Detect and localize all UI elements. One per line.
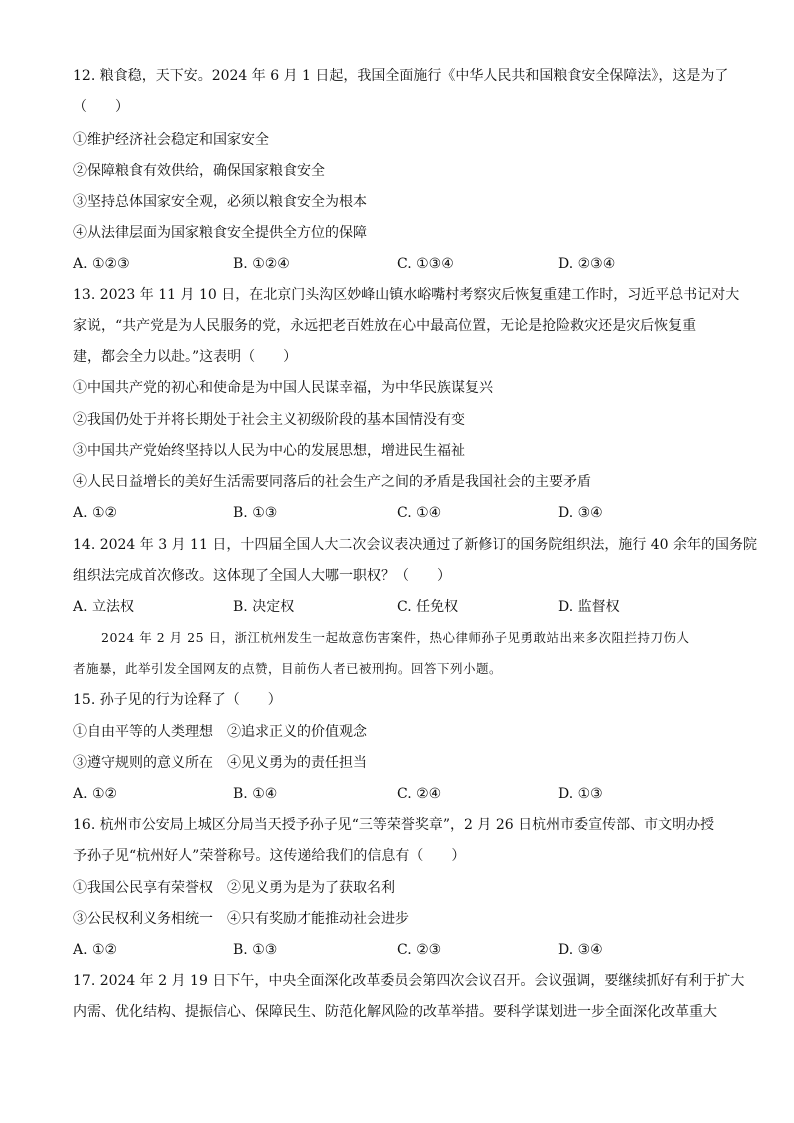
q13-option-a: A. ①②	[73, 505, 118, 521]
q14-option-c: C. 任免权	[397, 599, 459, 615]
q12-option-d: D. ②③④	[558, 256, 616, 272]
q16-option-b: B. ①③	[233, 942, 278, 958]
q12-option-b: B. ①②④	[233, 256, 290, 272]
q13-stem-3: 建，都会全力以赴。”这表明（ ）	[73, 349, 298, 365]
q13-stem-2: 家说，“共产党是为人民服务的党，永远把老百姓放在心中最高位置，无论是抢险救灾还是灾后恢复重	[73, 318, 697, 334]
q16-stem-2: 予孙子见“杭州好人”荣誉称号。这传递给我们的信息有（ ）	[73, 848, 466, 864]
material-line-2: 者施暴，此举引发全国网友的点赞，目前伤人者已被刑拘。回答下列小题。	[73, 661, 503, 676]
q15-item-2: ③遵守规则的意义所在 ④见义勇为的责任担当	[73, 755, 367, 771]
q14-option-d: D. 监督权	[558, 599, 620, 615]
q12-item-3: ③坚持总体国家安全观，必须以粮食安全为根本	[73, 194, 367, 210]
q13-option-b: B. ①③	[233, 505, 278, 521]
q13-item-2: ②我国仍处于并将长期处于社会主义初级阶段的基本国情没有变	[73, 412, 465, 428]
q16-stem-1: 16. 杭州市公安局上城区分局当天授予孙子见“三等荣誉奖章”，2 月 26 日杭州市委宣传部、市文明办授	[73, 817, 715, 833]
q12-stem-blank: （ ）	[73, 99, 129, 115]
q16-option-c: C. ②③	[397, 942, 442, 958]
q13-item-3: ③中国共产党始终坚持以人民为中心的发展思想，增进民生福祉	[73, 443, 465, 459]
q12-item-1: ①维护经济社会稳定和国家安全	[73, 132, 269, 148]
q15-item-1: ①自由平等的人类理想 ②追求正义的价值观念	[73, 724, 367, 740]
q15-option-b: B. ①④	[233, 786, 278, 802]
q14-stem-1: 14. 2024 年 3 月 11 日，十四届全国人大二次会议表决通过了新修订的国务院组织法，施行 40 余年的国务院	[73, 537, 758, 553]
q17-stem-2: 内需、优化结构、提振信心、保障民生、防范化解风险的改革举措。要科学谋划进一步全面深化改革重大	[73, 1004, 717, 1020]
q13-option-c: C. ①④	[397, 505, 442, 521]
q16-item-1: ①我国公民享有荣誉权 ②见义勇为是为了获取名利	[73, 880, 395, 896]
q12-option-c: C. ①③④	[397, 256, 454, 272]
q16-option-d: D. ③④	[558, 942, 603, 958]
q14-stem-2: 组织法完成首次修改。这体现了全国人大哪一职权？（ ）	[73, 568, 451, 584]
q13-item-1: ①中国共产党的初心和使命是为中国人民谋幸福，为中华民族谋复兴	[73, 380, 493, 396]
q13-item-4: ④人民日益增长的美好生活需要同落后的社会生产之间的矛盾是我国社会的主要矛盾	[73, 474, 591, 490]
q13-stem-1: 13. 2023 年 11 月 10 日，在北京门头沟区妙峰山镇水峪嘴村考察灾后恢复重建工作时，习近平总书记对大	[73, 287, 740, 303]
q13-option-d: D. ③④	[558, 505, 603, 521]
q15-stem: 15. 孙子见的行为诠释了（ ）	[73, 692, 282, 708]
material-line-1: 2024 年 2 月 25 日，浙江杭州发生一起故意伤害案件，热心律师孙子见勇敢站出来多次阻拦持刀伤人	[101, 630, 690, 645]
q16-item-2: ③公民权利义务相统一 ④只有奖励才能推动社会进步	[73, 911, 409, 927]
q12-stem: 12. 粮食稳，天下安。2024 年 6 月 1 日起，我国全面施行《中华人民共和国粮食安全保障法》，这是为了	[73, 68, 729, 84]
q16-option-a: A. ①②	[73, 942, 118, 958]
q17-stem-1: 17. 2024 年 2 月 19 日下午，中央全面深化改革委员会第四次会议召开。会议强调，要继续抓好有利于扩大	[73, 973, 745, 989]
q15-option-a: A. ①②	[73, 786, 118, 802]
q14-option-a: A. 立法权	[73, 599, 135, 615]
q15-option-d: D. ①③	[558, 786, 603, 802]
q12-item-2: ②保障粮食有效供给，确保国家粮食安全	[73, 163, 325, 179]
q12-item-4: ④从法律层面为国家粮食安全提供全方位的保障	[73, 225, 367, 241]
q15-option-c: C. ②④	[397, 786, 442, 802]
q12-option-a: A. ①②③	[73, 256, 130, 272]
q14-option-b: B. 决定权	[233, 599, 295, 615]
